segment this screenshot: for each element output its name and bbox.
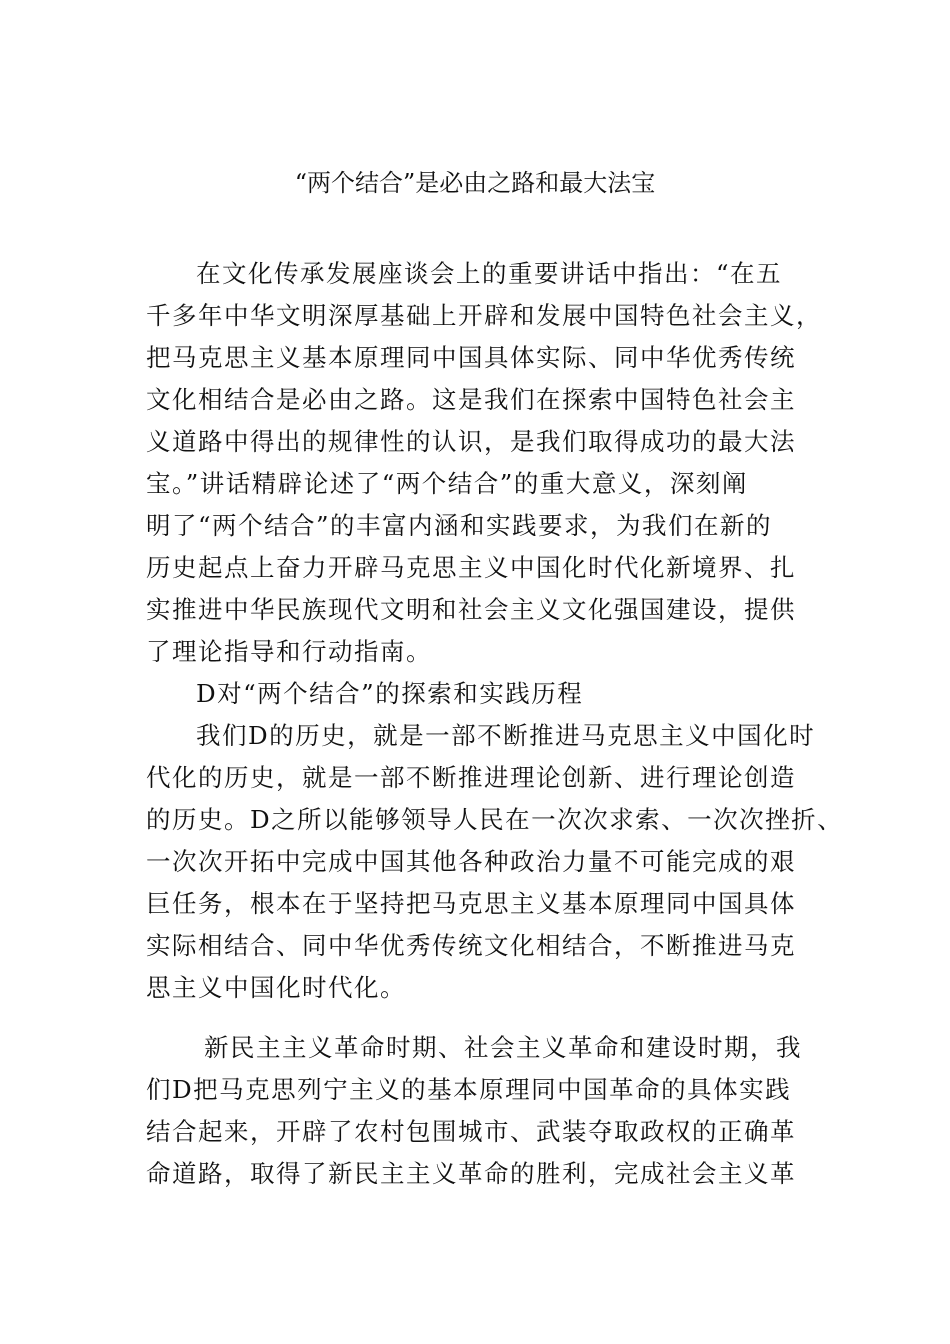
section-heading: D对“两个结合”的探索和实践历程 [196,679,584,708]
text-line: 思主义中国化时代化。 [146,973,406,1002]
text-line: 新民主主义革命时期、社会主义革命和建设时期，我 [204,1033,802,1062]
text-line: 明了“两个结合”的丰富内涵和实践要求，为我们在新的 [146,511,773,540]
text-line: 历史起点上奋力开辟马克思主义中国化时代化新境界、扎 [146,553,796,582]
text-line: 们D把马克思列宁主义的基本原理同中国革命的具体实践 [146,1075,792,1104]
text-line: 我们D的历史，就是一部不断推进马克思主义中国化时 [196,721,816,750]
text-line: 的历史。D之所以能够领导人民在一次次求索、一次次挫折、 [146,805,844,834]
text-line: 了理论指导和行动指南。 [146,637,432,666]
text-line: 一次次开拓中完成中国其他各种政治力量不可能完成的艰 [146,847,796,876]
document-title: “两个结合”是必由之路和最大法宝 [294,169,656,197]
text-line: 结合起来，开辟了农村包围城市、武装夺取政权的正确革 [146,1117,796,1146]
text-line: 义道路中得出的规律性的认识，是我们取得成功的最大法 [146,427,796,456]
text-line: 宝。”讲话精辟论述了“两个结合”的重大意义，深刻阐 [146,469,748,498]
text-line: 实推进中华民族现代文明和社会主义文化强国建设，提供 [146,595,796,624]
text-line: 千多年中华文明深厚基础上开辟和发展中国特色社会主义， [146,301,822,330]
text-line: 代化的历史，就是一部不断推进理论创新、进行理论创造 [146,763,796,792]
text-line: 命道路，取得了新民主主义革命的胜利，完成社会主义革 [146,1159,796,1188]
text-line: 文化相结合是必由之路。这是我们在探索中国特色社会主 [146,385,796,414]
text-line: 巨任务，根本在于坚持把马克思主义基本原理同中国具体 [146,889,796,918]
text-line: 实际相结合、同中华优秀传统文化相结合，不断推进马克 [146,931,796,960]
text-line: 把马克思主义基本原理同中国具体实际、同中华优秀传统 [146,343,796,372]
text-line: 在文化传承发展座谈会上的重要讲话中指出：“在五 [196,259,783,288]
